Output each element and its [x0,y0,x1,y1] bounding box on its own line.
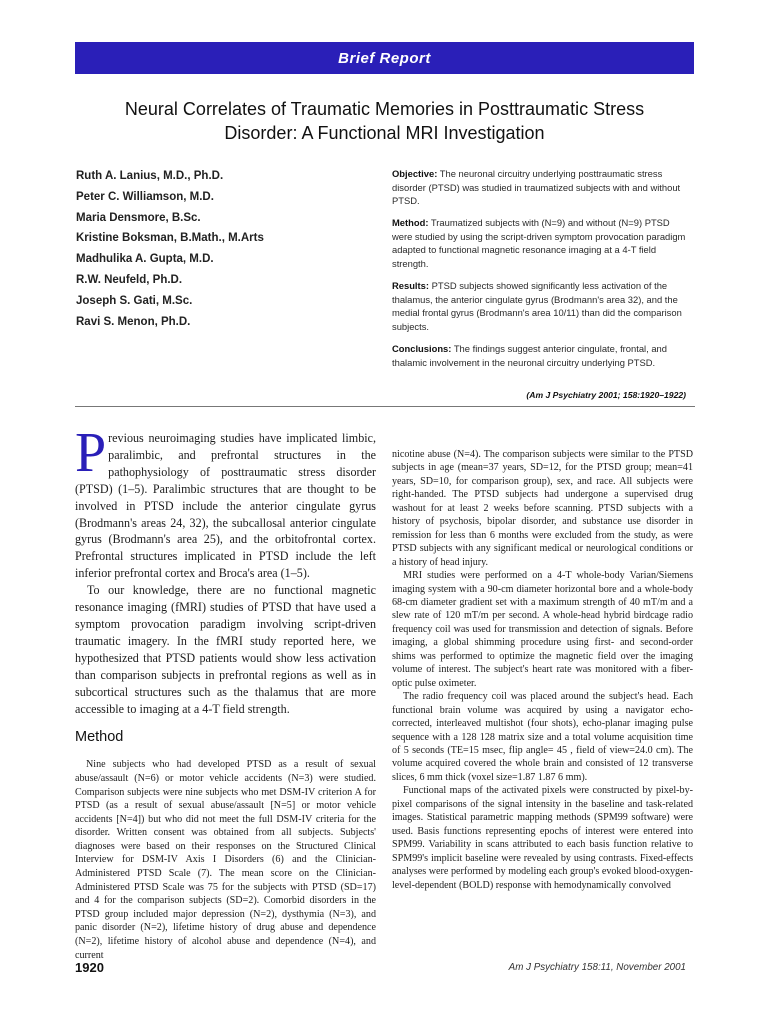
intro-paragraph [75,422,376,582]
body-paragraph: The radio frequency coil was placed around the subject's head. Each functional brain volume was acquired by using a navigator echo-corrected, interleaved multishot (four shots), echo-planar imaging pulse sequence with a 128 128 matrix size and a total volume acquisition time of 5 seconds (TE=15 msec, flip angle= 45 , field of view=24.0 cm). The volume acquired covered the whole brain and consisted of 12 transverse slices, 6 mm thick (voxel size=1.87 1.87 6 mm). [392,691,693,783]
author: Ravi S. Menon, Ph.D. [76,315,191,328]
author: Madhulika A. Gupta, M.D. [76,253,214,266]
intro-text: revious neuroimaging studies have implicated limbic, paralimbic, and prefrontal structures in the pathophysiology of posttraumatic stress disorder (PTSD) (1–5). Paralimbic structures that are thought to be involved in PTSD include the anterior cingulate gyrus (Brodmann's areas 24, 32), the subcallosal anterior cingulate gyrus (Brodmann's area 25), and the orbitofrontal cortex. Prefrontal structures implicated in PTSD include the left inferior prefrontal cortex and Broca's area (1–5). [75,431,376,581]
abstract-results [392,279,688,333]
results-label: Results: [392,280,429,292]
abstract [392,167,688,378]
objective-text: The neuronal circuitry underlying posttraumatic stress disorder (PTSD) was studied in traumatized subjects with and without PTSD. [392,168,681,207]
author: Ruth A. Lanius, M.D., Ph.D. [76,170,224,182]
divider [75,406,695,407]
page-number: 1920 [75,960,104,975]
drop-cap: P [75,422,107,484]
section-banner: Brief Report [75,42,694,74]
citation: (Am J Psychiatry 2001; 158:1920–1922) [526,390,686,400]
method-heading: Method [75,729,124,746]
title-line-2: Disorder: A Functional MRI Investigation [224,123,545,143]
results-text: PTSD subjects showed significantly less activation of the thalamus, the anterior cingulate gyrus (Brodmann's area 32), and the medial frontal gyrus (Brodmann's area 10/11) than did the comparison subjects. [392,280,682,332]
body-paragraph: nicotine abuse (N=4). The comparison subjects were similar to the PTSD subjects in age (mean=37 years, SD=12, for the PTSD group; mean=41 years, SD=10, for comparison group), sex, and race. All subjects were right-handed. The PTSD subjects had undergone a supervised drug washout for at least 2 weeks before scanning. PTSD subjects with a history of psychosis, bipolar disorder, and substance use disorder in remission for less than 6 months were excluded from the study, as were PTSD subjects with any significant medical or neurological conditions or a history of head injury. [392,449,693,568]
author: R.W. Neufeld, Ph.D. [76,273,183,286]
article-title [75,97,694,145]
intro-paragraph-2: To our knowledge, there are no functional magnetic resonance imaging (fMRI) studies of PTSD that have used a symptom provocation paradigm involving script-driven traumatic imagery. In the fMRI study reported here, we hypothesized that PTSD patients would show less activation than comparison subjects in prefrontal regions as well as in subcortical structures such as the thalamus that are more accessible to imaging at a 4-T field strength. [75,583,376,716]
objective-label: Objective: [392,168,438,179]
conclusions-text: The findings suggest anterior cingulate, frontal, and thalamic involvement in the neuronal circuitry underlying PTSD. [392,343,667,368]
author: Kristine Boksman, B.Math., M.Arts [76,232,264,245]
author: Joseph S. Gati, M.Sc. [76,294,193,307]
body-paragraph: MRI studies were performed on a 4-T whole-body Varian/Siemens imaging system with a 90-cm diameter horizontal bore and a whole-body 68-cm diameter gradient set with a maximum strength of 40 mT/m and a slew rate of 120 mT/m per second. A whole-head hybrid birdcage radio frequency coil was used for transmission and detection of signals. Before imaging, a global shimming procedure using first- and second-order shims was performed to optimize the magnetic field over the imaging volume of interest. The subject's heart rate was monitored with a fiber-optic pulse oximeter. [392,570,693,689]
title-line-1: Neural Correlates of Traumatic Memories in Posttraumatic Stress [124,99,645,119]
method-label: Method: [392,217,429,229]
author-list [76,166,366,332]
method-text: Traumatized subjects with (N=9) and without (N=9) PTSD were studied by using the script-driven symptom provocation paradigm adapted to functional magnetic resonance imaging at a 4-T field strength. [392,217,686,270]
abstract-method [392,216,688,270]
method-section [75,758,376,962]
body-paragraph: Functional maps of the activated pixels were constructed by pixel-by-pixel comparisons of the signal intensity in the baseline and task-related images. Statistical parametric mapping methods (SPM99 software) were used. Basis functions representing epochs of interest were entered into SPM99. Variability in scans attributed to each basis function relative to SPM99's implicit baseline were revealed by using contrasts. Fixed-effects analyses were performed by modeling each group's evoked blood-oxygen-level-dependent (BOLD) response with hemodynamically convolved [392,785,693,891]
body-column-right [392,448,693,892]
author: Maria Densmore, B.Sc. [76,211,201,224]
abstract-objective [392,167,688,208]
author: Peter C. Williamson, M.D. [76,190,214,203]
body-column-left [75,422,376,962]
conclusions-label: Conclusions: [392,343,452,355]
journal-footer: Am J Psychiatry 158:11, November 2001 [508,962,686,973]
abstract-conclusions [392,342,688,369]
method-paragraph: Nine subjects who had developed PTSD as a result of sexual abuse/assault (N=6) or motor vehicle accidents (N=3) were studied. Comparison subjects were nine subjects who met DSM-IV criterion A for PTSD (as a result of sexual abuse/assault [N=5] or motor vehicle accidents [N=4]) but who did not meet the full DSM-IV criteria for the disorder. Written consent was obtained from all subjects. Subjects' diagnoses were based on their responses on the Structured Clinical Interview for DSM-IV Axis I Disorders (6) and the Clinician-Administered PTSD Scale (7). The mean score on the Clinician-Administered PTSD Scale was 75 for the subjects with PTSD (SD=17) and 4 for the comparison subjects (SD=2). Comorbid disorders in the PTSD group included major depression (N=2), dysthymia (N=3), and panic disorder (N=2), lifetime history of drug abuse and dependence (N=2), lifetime history of alcohol abuse and dependence (N=4), and current [75,759,376,961]
